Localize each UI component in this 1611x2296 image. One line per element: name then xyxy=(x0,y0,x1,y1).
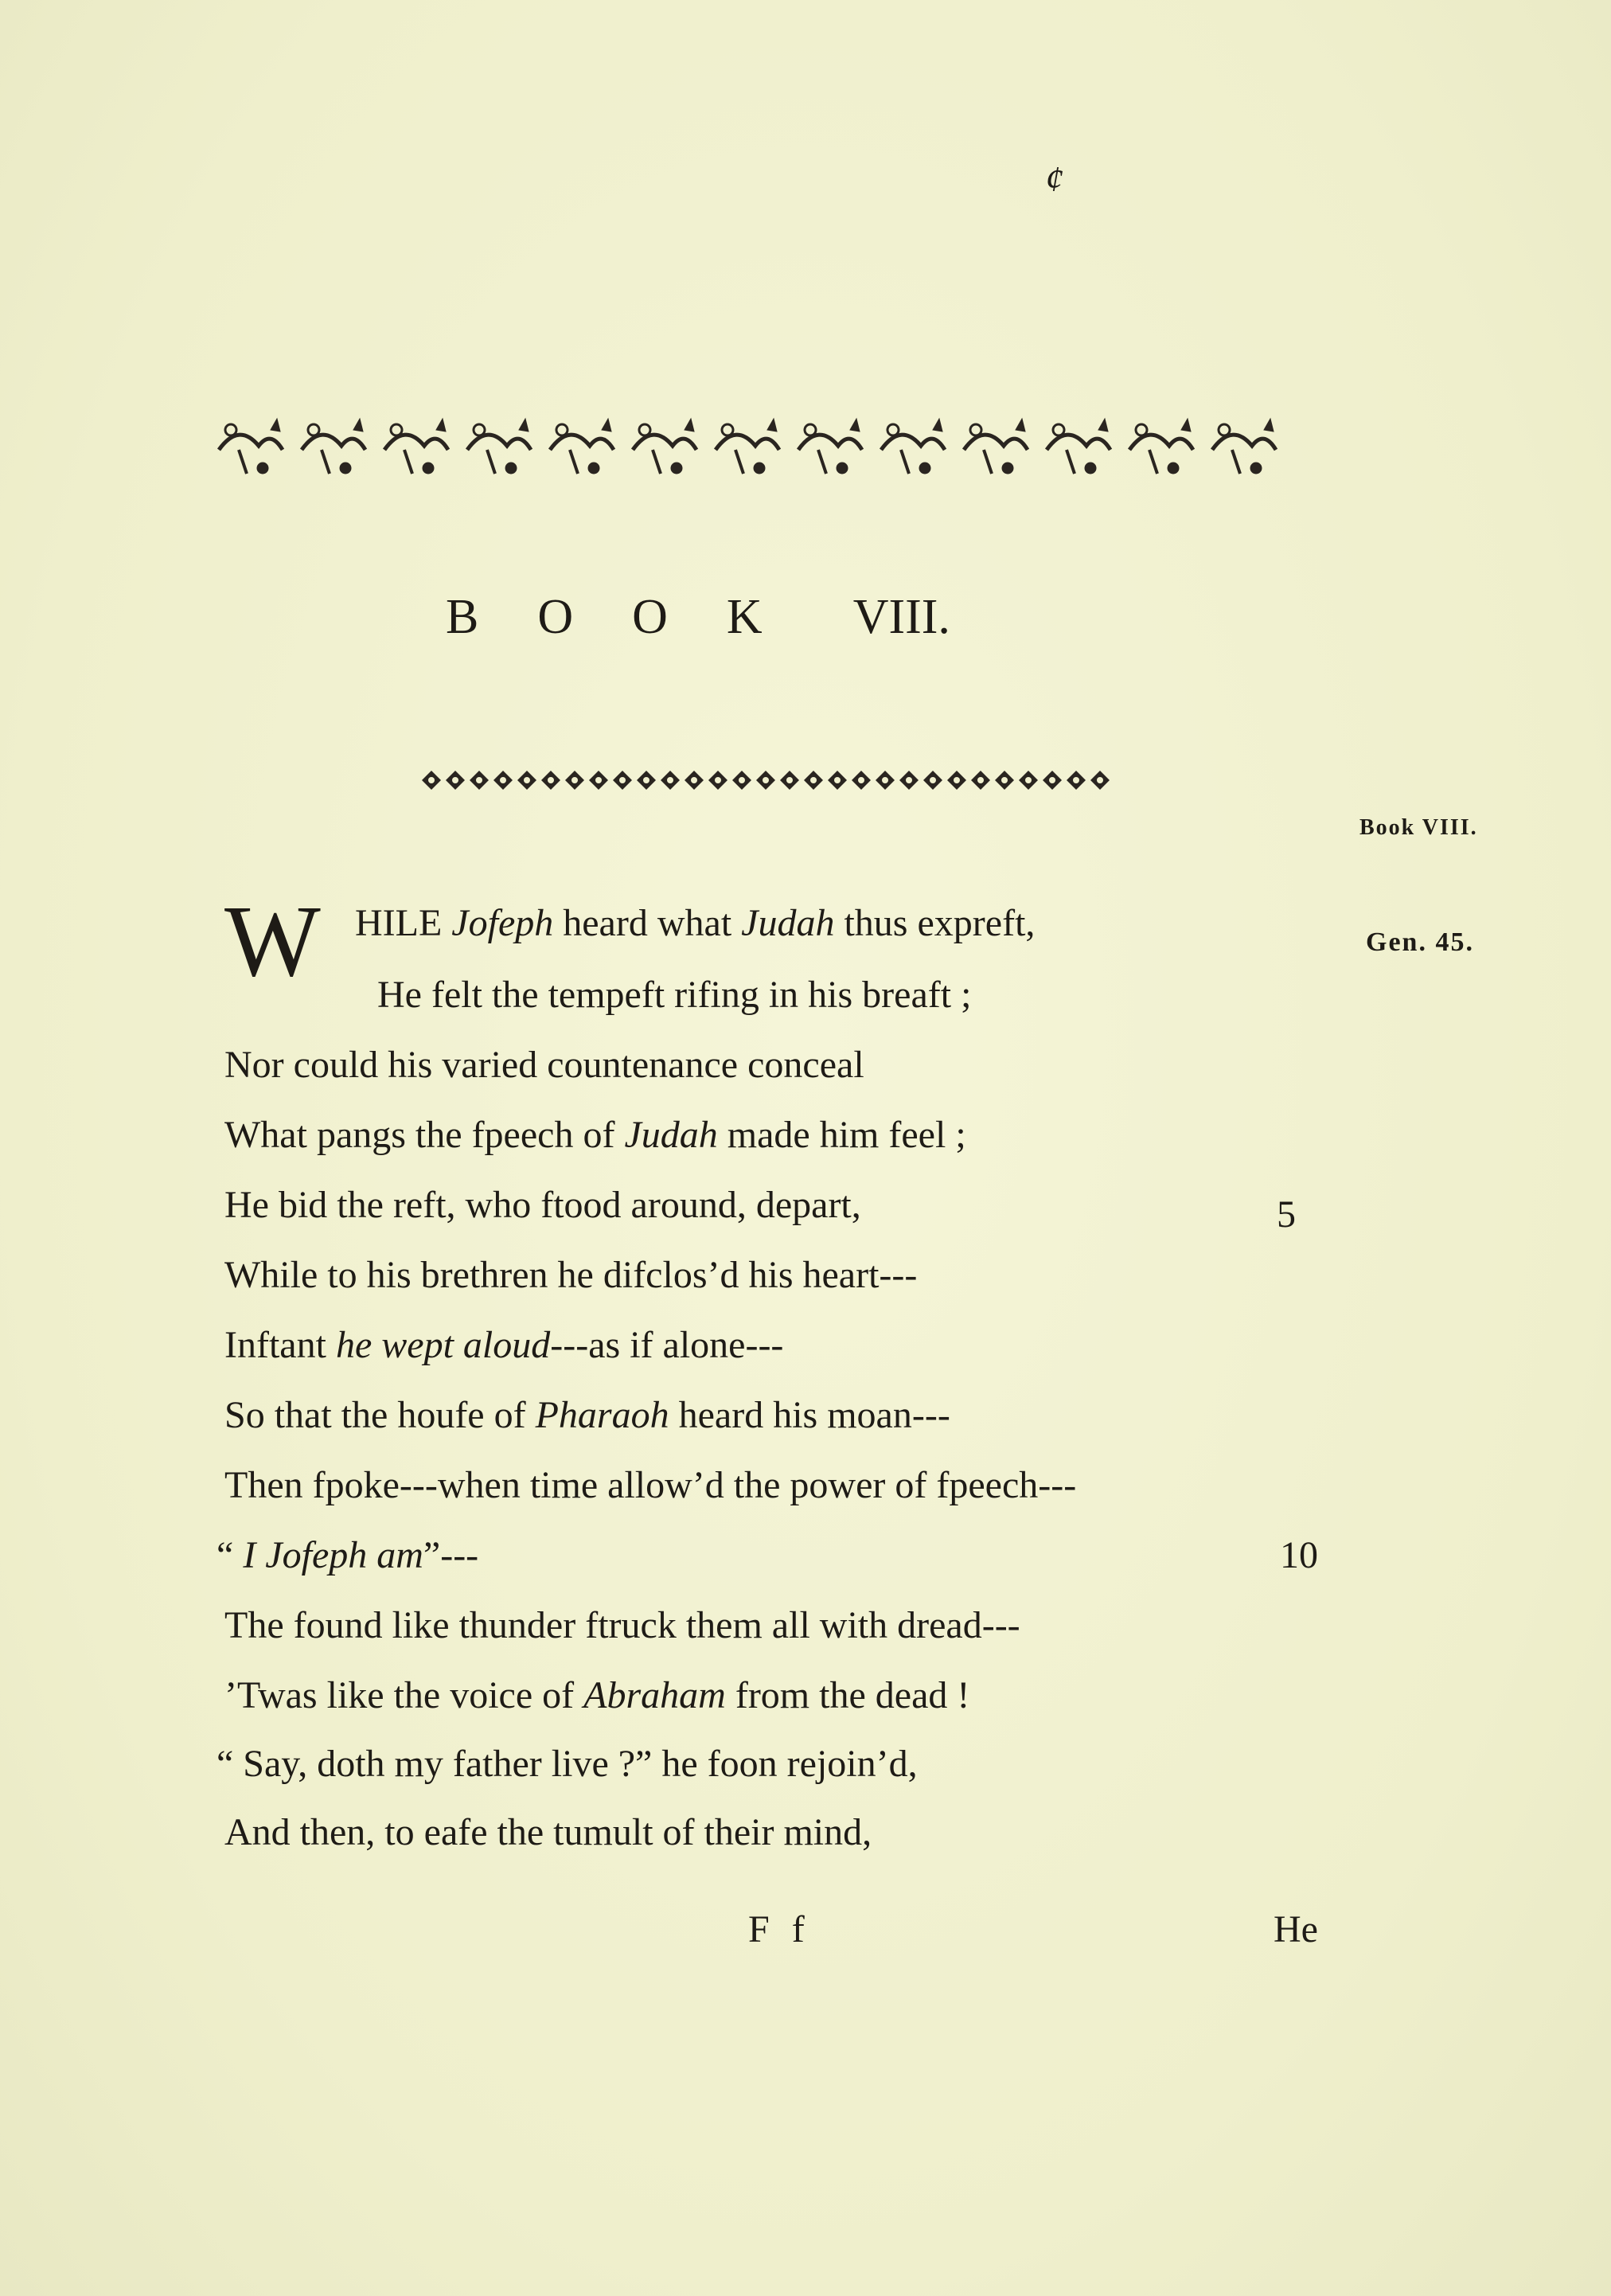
heading-letter: K xyxy=(726,590,763,644)
drop-cap: W xyxy=(224,884,321,998)
book-heading xyxy=(446,589,950,646)
verse-line xyxy=(224,1041,864,1089)
verse-line xyxy=(355,900,1035,947)
signature-mark: F f xyxy=(748,1908,811,1950)
italic-text: I Jofeph am xyxy=(243,1534,423,1576)
verse-text: ”--- xyxy=(423,1534,479,1576)
verse-text: from the dead ! xyxy=(725,1674,970,1716)
verse-line xyxy=(216,1532,478,1579)
verse-line xyxy=(216,1740,918,1788)
italic-text: Judah xyxy=(624,1114,718,1156)
verse-line xyxy=(224,1602,1020,1650)
verse-line xyxy=(224,1322,783,1369)
italic-text: he wept aloud xyxy=(335,1324,551,1366)
verse-line xyxy=(224,1672,969,1720)
verse-text: HILE xyxy=(355,902,452,944)
small-ornament-rule xyxy=(422,764,1122,796)
verse-text: Then fpoke---when time allow’d the power of fpeech--- xyxy=(224,1464,1077,1506)
verse-line xyxy=(224,1251,917,1299)
italic-text: Pharaoh xyxy=(535,1394,669,1436)
margin-scripture-reference: Gen. 45. xyxy=(1366,927,1474,957)
verse-text: Nor could his varied countenance conceal xyxy=(224,1044,864,1086)
verse-text: ’Twas like the voice of xyxy=(224,1674,584,1716)
heading-numeral: VIII. xyxy=(852,590,950,644)
heading-letter: O xyxy=(632,590,668,644)
verse-text: Inftant xyxy=(224,1324,336,1366)
line-number: 10 xyxy=(1280,1534,1318,1576)
verse-line xyxy=(224,1392,950,1439)
verse-line xyxy=(377,971,971,1019)
verse-text: So that the houfe of xyxy=(224,1394,536,1436)
verse-text: While to his brethren he difclos’d his heart--- xyxy=(224,1254,918,1296)
verse-text: He felt the tempeft rifing in his breaft ; xyxy=(377,974,972,1016)
printer-mark: ¢ xyxy=(1045,158,1063,199)
verse-line xyxy=(224,1809,872,1857)
floral-ornament-band xyxy=(215,414,1313,486)
verse-text: made him feel ; xyxy=(717,1114,966,1156)
verse-text: The found like thunder ftruck them all with dread--- xyxy=(224,1604,1020,1646)
italic-text: Jofeph xyxy=(451,902,554,944)
italic-text: Judah xyxy=(741,902,835,944)
verse-line xyxy=(224,1462,1076,1509)
verse-text: He bid the reft, who ftood around, depart, xyxy=(224,1184,861,1226)
line-number: 5 xyxy=(1277,1193,1296,1236)
heading-letter: O xyxy=(537,590,574,644)
heading-letter: B xyxy=(446,590,479,644)
catchword: He xyxy=(1274,1908,1318,1950)
verse-line xyxy=(224,1181,861,1229)
italic-text: Abraham xyxy=(583,1674,726,1716)
verse-text: thus expreft, xyxy=(834,902,1036,944)
verse-text: heard what xyxy=(553,902,742,944)
verse-text: And then, to eafe the tumult of their mind, xyxy=(224,1811,872,1853)
verse-text: “ xyxy=(216,1534,244,1576)
verse-text: ---as if alone--- xyxy=(550,1324,784,1366)
verse-text: heard his moan--- xyxy=(669,1394,950,1436)
verse-text: What pangs the fpeech of xyxy=(224,1114,625,1156)
verse-text: “ Say, doth my father live ?” he foon rejoin’d, xyxy=(216,1743,918,1785)
verse-line xyxy=(224,1111,966,1159)
margin-book-label: Book VIII. xyxy=(1359,815,1478,840)
